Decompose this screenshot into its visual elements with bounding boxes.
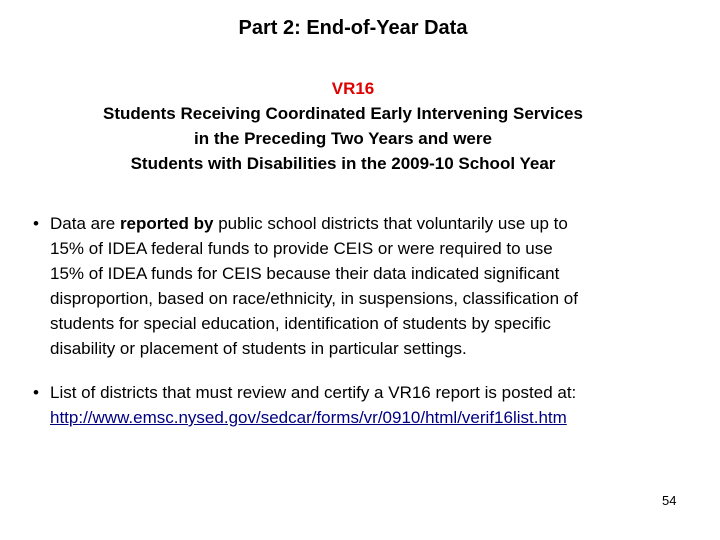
bullet-data-reporting [33,211,693,361]
bullet-text: public school districts that voluntarily use up to [213,214,568,233]
bullet-text: List of districts that must review and certify a VR16 report is posted at: [50,383,577,402]
bullet-dot-icon: • [33,383,39,402]
bullet-line [33,405,693,430]
district-list-link[interactable]: http://www.emsc.nysed.gov/sedcar/forms/vr/0910/html/verif16list.htm [50,408,567,427]
report-subtitle [0,101,686,176]
subtitle-line: Students with Disabilities in the 2009-10 School Year [130,154,556,173]
part-title: Part 2: End-of-Year Data [238,17,468,39]
bullet-text: Data are [50,214,120,233]
page-number: 54 [662,493,677,508]
bullet-district-list [33,380,693,430]
subtitle-line: in the Preceding Two Years and were [194,129,492,148]
bullet-line: 15% of IDEA federal funds to provide CEIS or were required to use [50,239,553,258]
bullet-line: 15% of IDEA funds for CEIS because their data indicated significant [50,264,560,283]
bullet-dot-icon: • [33,214,39,233]
bullet-emphasis: reported by [119,214,214,233]
bullet-line [33,380,693,405]
bullet-line: students for special education, identification of students by specific [50,314,551,333]
bullet-line [33,211,693,236]
subtitle-line: Students Receiving Coordinated Early Intervening Services [103,104,583,123]
bullet-line: disability or placement of students in particular settings. [50,339,467,358]
report-code: VR16 [331,79,375,98]
bullet-line: disproportion, based on race/ethnicity, in suspensions, classification of [50,289,578,308]
